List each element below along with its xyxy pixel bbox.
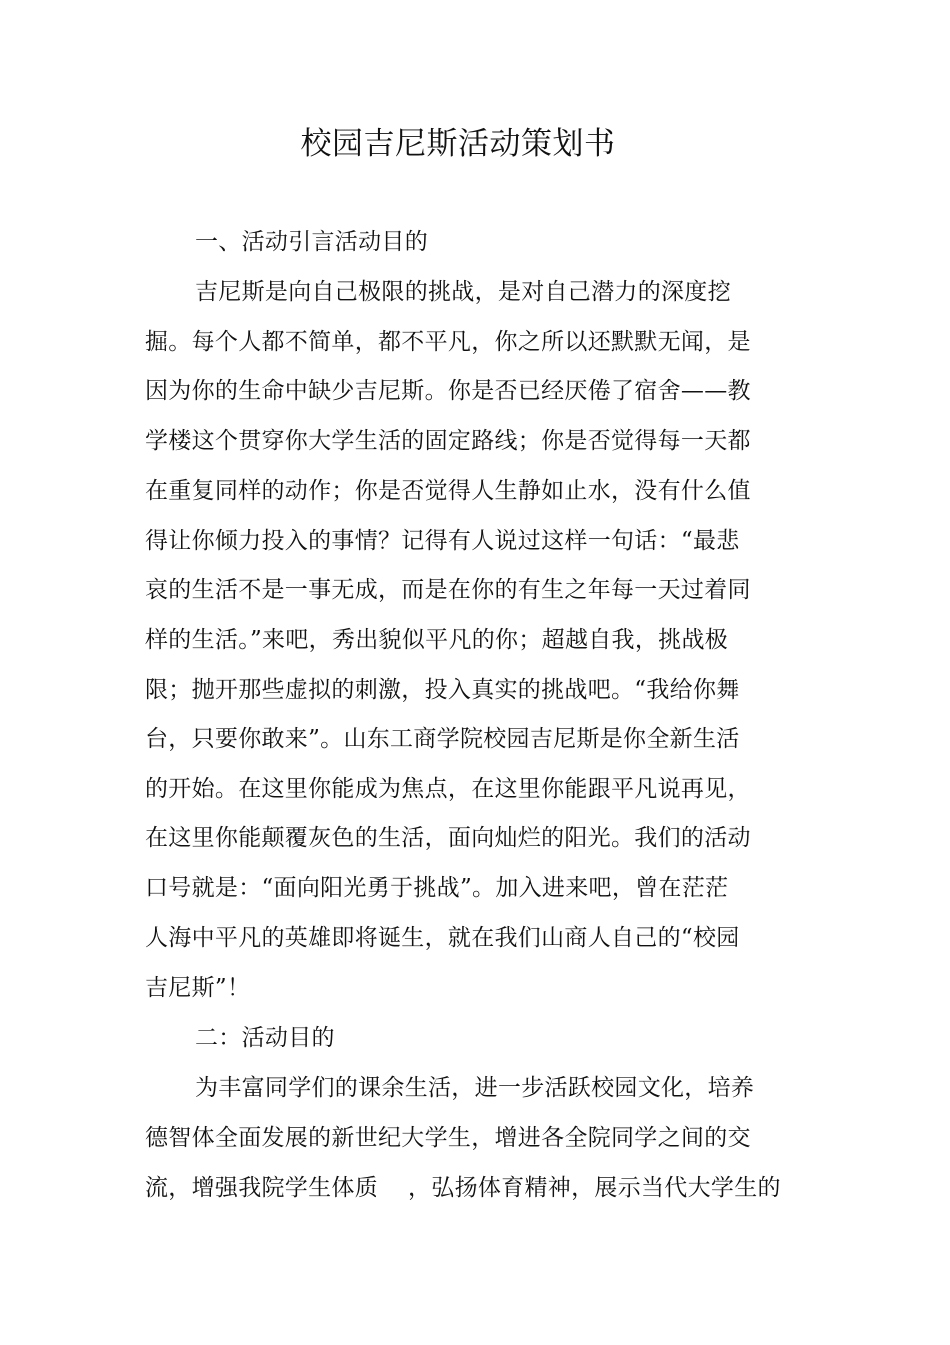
section-1-line-15: 吉尼斯”！ — [145, 975, 251, 1001]
section-1-line-8: 样的生活。”来吧，秀出貌似平凡的你；超越自我，挑战极 — [145, 627, 729, 653]
section-1-line-11: 的开始。在这里你能成为焦点，在这里你能跟平凡说再见， — [145, 776, 751, 802]
section-2-line-3-end: ，弘扬体育精神，展示当代大学生的 — [408, 1175, 781, 1201]
section-1-line-9: 限；抛开那些虚拟的刺激，投入真实的挑战吧。“我给你舞 — [145, 677, 740, 703]
section-1-line-4: 学楼这个贯穿你大学生活的固定路线；你是否觉得每一天都 — [145, 428, 751, 454]
section-2-line-3 — [145, 1172, 781, 1204]
section-1-line-6: 得让你倾力投入的事情？记得有人说过这样一句话：“最悲 — [145, 528, 740, 554]
section-2-heading: 二：活动目的 — [195, 1025, 335, 1051]
document-title: 校园吉尼斯活动策划书 — [300, 126, 616, 162]
section-1-line-13: 口号就是：“面向阳光勇于挑战”。加入进来吧，曾在茫茫 — [145, 875, 729, 901]
section-1-line-3: 因为你的生命中缺少吉尼斯。你是否已经厌倦了宿舍——教 — [145, 378, 751, 404]
section-1-line-14: 人海中平凡的英雄即将诞生，就在我们山商人自己的“校园 — [145, 925, 740, 951]
section-2-line-3-start: 流，增强我院学生体质 — [145, 1175, 378, 1201]
section-1-line-1: 吉尼斯是向自己极限的挑战，是对自己潜力的深度挖 — [195, 279, 731, 305]
section-1-line-7: 哀的生活不是一事无成，而是在你的有生之年每一天过着同 — [145, 577, 751, 603]
section-1-heading: 一、活动引言活动目的 — [195, 229, 428, 255]
section-1-line-2: 掘。每个人都不简单，都不平凡，你之所以还默默无闻，是 — [145, 329, 751, 355]
section-2-line-2: 德智体全面发展的新世纪大学生，增进各全院同学之间的交 — [145, 1125, 751, 1151]
section-1-line-10: 台，只要你敢来”。山东工商学院校园吉尼斯是你全新生活 — [145, 726, 740, 752]
section-2-line-1: 为丰富同学们的课余生活，进一步活跃校园文化，培养 — [195, 1075, 755, 1101]
section-1-line-12: 在这里你能颠覆灰色的生活，面向灿烂的阳光。我们的活动 — [145, 825, 751, 851]
section-1-line-5: 在重复同样的动作；你是否觉得人生静如止水，没有什么值 — [145, 478, 751, 504]
